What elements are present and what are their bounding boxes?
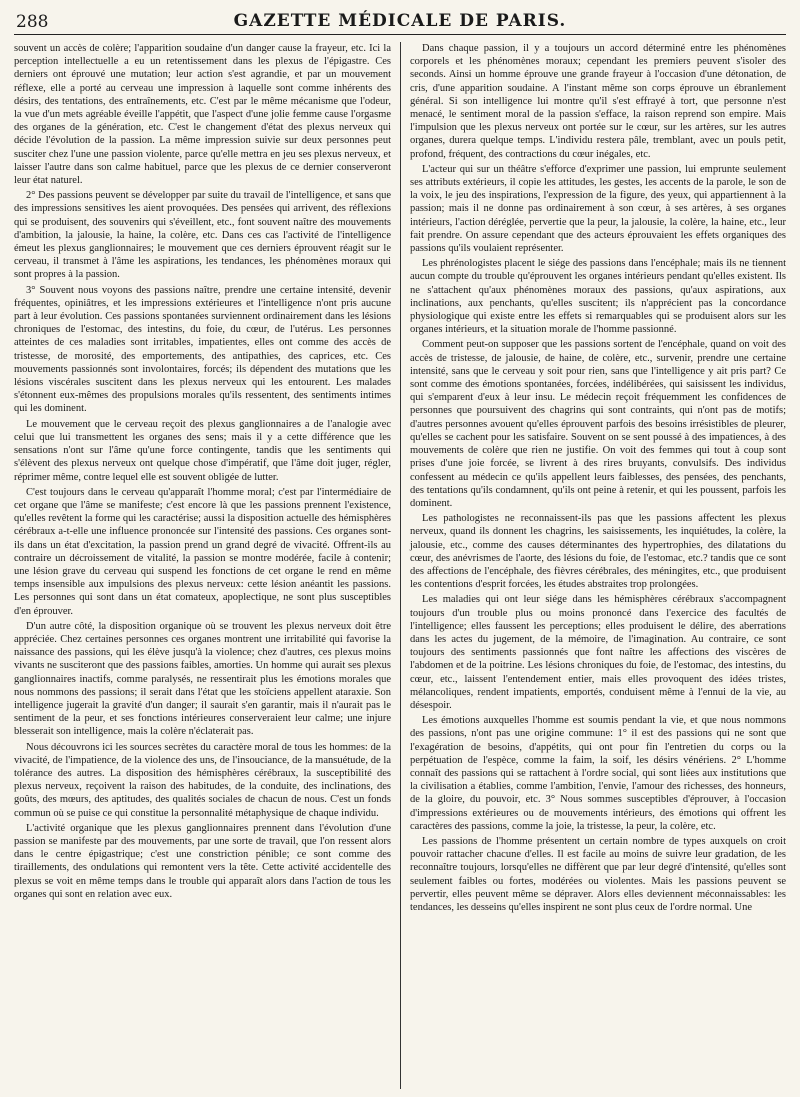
page-header [14,4,786,35]
paragraph: C'est toujours dans le cerveau qu'apparaît l'homme moral; c'est par l'intermédiaire de cet organe que l'âme se manifeste; c'est encore là que les passions prennent l'existence, qu'elles revêtent la forme qui les caractérise; aussi la disposition actuelle des hémisphères cérébraux a-t-elle une influence prononcée sur l'intensité des passions. Ces organes sont-ils dans un état d'excitation, la passion prend un grand degré de vivacité. Offrent-ils au contraire un décroissement de vitalité, la passion se montre modérée, facile à contenir; une lésion grave du cerveau qui suspend les fonctions de cet organe le rend en même temps insensible aux impulsions des plexus nerveux: cette lésion anéantit les passions. Les personnes qui sont dans un état comateux, apoplectique, ne sont plus susceptibles d'en éprouver. [14,486,391,617]
paragraph: 2° Des passions peuvent se développer par suite du travail de l'intelligence, et sans que des impressions sensitives les aient provoquées. Des pensées qui arrivent, des réflexions qui se produisent, des souvenirs qui s'éveillent, etc., font souvent naître des mouvements d'ambition, la jalousie, la haine, la colère, etc. Dans ces cas l'activité de l'intelligence émeut les plexus ganglionnaires; le mouvement que ces derniers éprouvent réagit sur le cerveau, il transmet à l'âme les aspirations, les tendances, les phénomènes moraux qui sont propres à la passion. [14,190,391,281]
paragraph: 3° Souvent nous voyons des passions naître, prendre une certaine intensité, devenir fréquentes, opiniâtres, et les impressions extérieures et l'intelligence n'ont pris aucune part à leur évolution. Ces passions spontanées surviennent ordinairement dans les lésions chroniques de l'estomac, des intestins, du foie, du cœur, de l'utérus. Les personnes atteintes de ces maladies sont irritables, impatientes, elles ont comme des accès de tristesse, de morosité, des emportements, des antipathies, des caprices, etc. Ces mouvements passionnés sont involontaires, forcés; ils dépendent des mutations que les lésions viscérales suscitent dans les plexus nerveux qui les entourent. Les malades s'étonnent eux-mêmes des propulsions morales qu'ils ressentent, des sentiments intimes qui les dominent. [14,284,391,415]
paragraph: souvent un accès de colère; l'apparition soudaine d'un danger cause la frayeur, etc. Ici la perception intellectuelle a eu un retentissement dans les plexus de l'épigastre. Ces derniers ont éprouvé une mutation; leur action s'est agrandie, et par un mouvement réflexe, elle a porté au cerveau une impression à laquelle sont comme inhérents des désirs, des tentations, des entraînements, etc. C'est par le même mécanisme que l'odeur, la vue d'un mets agréable éveille l'appétit, que l'aspect d'une jolie femme cause l'orgasme des organes de la génération, etc. C'est le changement d'état des plexus nerveux qui décide l'évolution de la passion. La même impression suivie sur deux personnes peut susciter chez l'une une passion violente, parce qu'elle mettra en jeu ses plexus nerveux, et laisser l'autre dans son calme habituel, parce que les plexus de ce dernier conserveront leur état naturel. [14,43,391,187]
paragraph: Nous découvrons ici les sources secrètes du caractère moral de tous les hommes: de la vivacité, de l'impatience, de la violence des uns, de l'insouciance, de la mansuétude, de la tolérance des autres. La disposition des hémisphères cérébraux, la susceptibilité des plexus nerveux, reçoivent la raison des habitudes, de la conduite, des inclinations, des goûts, des mœurs, des aptitudes, des qualités sociales de chacun de nous. C'est un fonds commun où se puise ce qui constitue la personnalité métaphysique de chaque individu. [14,741,391,819]
paragraph: L'acteur qui sur un théâtre s'efforce d'exprimer une passion, lui emprunte seulement ses attributs extérieurs, il copie les attitudes, les gestes, les accents de la parole, le son de la voix, le jeu des inspirations, l'expression de la figure, des yeux, qui appartiennent à la passion; mais il ne donne pas ordinairement à son cœur, à ses artères, à ses organes intérieurs, l'action déréglée, pervertie que la peur, la jalousie, la colère, la haine, etc., leur fait prendre. On assure cependant que des acteurs éprouvaient les effets organiques des passions qu'ils voulaient représenter. [410,163,786,255]
paragraph: Comment peut-on supposer que les passions sortent de l'encéphale, quand on voit des accès de tristesse, de jalousie, de haine, de colère, etc., survenir, prendre une certaine intensité, sans que le cerveau y soit pour rien, sans que l'intelligence y ait pris part? Ce sont comme des émotions spontanées, forcées, indélibérées, qui saisissent les individus, qui s'emparent d'eux à leur insu. Le médecin reçoit fréquemment les confidences de personnes que poursuivent des chagrins qui sont contraints, qui n'ont pas de motifs; d'autres personnes avouent qu'elles éprouvent parfois des besoins irrésistibles de pleurer, qu'elles se cachent pour les satisfaire. Souvent on se sent poussé à des impatiences, à des mouvements de colère que rien ne justifie. On voit des femmes qui tout à coup sont prises d'une joie forcée, se livrent à des rires bruyants, convulsifs. Des individus confessent au médecin ce qu'ils appellent leurs faiblesses, des pensées, des penchants, des tentations qu'ils condamnent, qu'ils ont peine à retenir, et qui les poussent, parfois les dominent. [410,339,786,509]
paragraph: Le mouvement que le cerveau reçoit des plexus ganglionnaires a de l'analogie avec celui que lui transmettent les organes des sens; mais il y a cette différence que les sensations n'ont sur l'âme qu'une force contingente, tandis que les sentiments qui s'élèvent des plexus nerveux ont quelque chose d'impératif, que l'âme doit juger, régler, réprimer même, contre lequel elle est souvent obligée de lutter. [14,418,391,483]
paragraph: Les émotions auxquelles l'homme est soumis pendant la vie, et que nous nommons des passions, n'ont pas une origine commune: 1° il est des passions qui ne sont que l'exagération de besoins, d'appétits, qui ont pour fin l'entretien du corps ou la perpétuation de l'espèce, comme la faim, la soif, les désirs vénériens. 2° L'homme connaît des passions qui se rattachent à l'ordre social, qui sont liées aux institutions que la civilisation a établies, comme l'ambition, l'envie, l'amour des richesses, des honneurs, de la gloire, du pouvoir, etc. 3° Nous sommes susceptibles d'éprouver, à l'occasion d'impressions extérieures ou de mouvements intérieurs, des émotions qui offrent les caractères des passions, comme la joie, la tristesse, la peur, la colère, etc. [410,715,786,832]
journal-title: GAZETTE MÉDICALE DE PARIS. [233,11,567,31]
paragraph: Les maladies qui ont leur siége dans les hémisphères cérébraux s'accompagnent toujours d'un trouble plus ou moins prononcé dans l'exercice des facultés de l'intelligence; elles faussent les perceptions; elles produisent le délire, des aberrations dans les actes du jugement, de la mémoire, de l'imagination. Au contraire, ce sont toujours des sentiments passionnés que font naître les affections des viscères de l'abdomen et de la poitrine. Les lésions chroniques du foie, de l'estomac, des intestins, du cœur, etc., laissent l'entendement entier, mais elles provoquent des idées tristes, mélancoliques, rendent impatients, emportés, conduisent même à l'ennui de la vie, au désespoir. [410,594,786,711]
page-number: 288 [16,12,49,32]
paragraph: D'un autre côté, la disposition organique où se trouvent les plexus nerveux doit être appréciée. Chez certaines personnes ces organes montrent une irritabilité qui favorise la naissance des passions, qui les élève jusqu'à la violence; chez d'autres, ces plexus moins vivants ne susciteront que des passions faibles, amorties. Un homme qui aurait ses plexus ganglionnaires inactifs, comme paralysés, ne ressentirait plus les émotions morales que nous nommons des passions; il serait dans l'état que les stoïciens appellent ataraxie. Son intelligence jugerait la gravité d'un danger; il saurait s'en garantir, mais il n'aurait pas le sentiment de la peur, et ses fonctions intérieures conserveraient leur calme; une injure blesserait son intelligence, mais la colère n'éclaterait pas. [14,620,391,738]
right-column [400,42,786,1089]
article-columns [14,42,786,1089]
paragraph: L'activité organique que les plexus ganglionnaires prennent dans l'évolution d'une passion se manifeste par des mouvements, par une sorte de travail, que l'on ressent alors dans le centre épigastrique; c'est une constriction pénible; ce sont comme des tiraillements, des ondulations qui remontent vers la tête. Cette activité accidentelle des plexus se voit en même temps dans le trouble qui apparaît alors dans l'action de tous les organes qui sont en relation avec eux. [14,822,391,900]
paragraph: Les pathologistes ne reconnaissent-ils pas que les passions affectent les plexus nerveux, quand ils donnent les chagrins, les saisissements, les inquiétudes, la colère, la jalousie, etc., comme des causes déterminantes des hypertrophies, des dilatations du cœur, des anévrismes de l'aorte, des lésions du foie, de l'estomac, etc.? tandis que ce sont des affections de l'encéphale, des fièvres cérébrales, des méningites, etc., que produisent les contentions d'esprit forcées, les études abstraites trop prolongées. [410,513,786,591]
paragraph: Les passions de l'homme présentent un certain nombre de types auxquels on croit pouvoir rattacher chacune d'elles. Il est facile au moins de suivre leur gradation, de les reconnaître toujours, lorsqu'elles ne diffèrent que par leur degré d'intensité, qu'elles sont seulement faibles ou fortes, modérées ou violentes. Mais les passions peuvent se pervertir, elles peuvent même se dépraver. Alors elles deviennent méconnaissables: les tendances, les desseins qu'elles inspirent ne sont plus ceux de l'ordre normal. Une [410,835,786,913]
paragraph: Les phrénologistes placent le siége des passions dans l'encéphale; mais ils ne tiennent aucun compte du trouble qu'éprouvent les organes intérieurs pendant qu'elles existent. Ils ne s'attachent qu'aux phénomènes moraux des passions, qu'aux aspirations, aux inclinations, aux penchants, qu'elles suscitent; ils n'apprécient pas la concordance physiologique qui existe entre les effets si remarquables qui se produisent alors sur les organes intérieurs, et la situation morale de l'homme passionné. [410,258,786,336]
paragraph: Dans chaque passion, il y a toujours un accord déterminé entre les phénomènes corporels et les phénomènes moraux; cependant les premiers peuvent s'isoler des seconds. Ainsi un homme éprouve une grande frayeur à l'occasion d'une détonation, de cris, d'une apparition soudaine. A l'instant même son corps éprouve un ébranlement général. Si son intelligence lui montre qu'il s'est effrayé à tort, que personne n'est menacé, le sentiment moral de la passion s'efface, la raison reprend son empire. Mais l'impulsion que les plexus nerveux ont portée sur le cœur, sur les artères, sur les autres organes, durera quelque temps. L'individu restera pâle, tremblant, avec un pouls petit, profond, fréquent, des contractions du cœur inégales, etc. [410,43,786,160]
left-column [14,42,400,1089]
